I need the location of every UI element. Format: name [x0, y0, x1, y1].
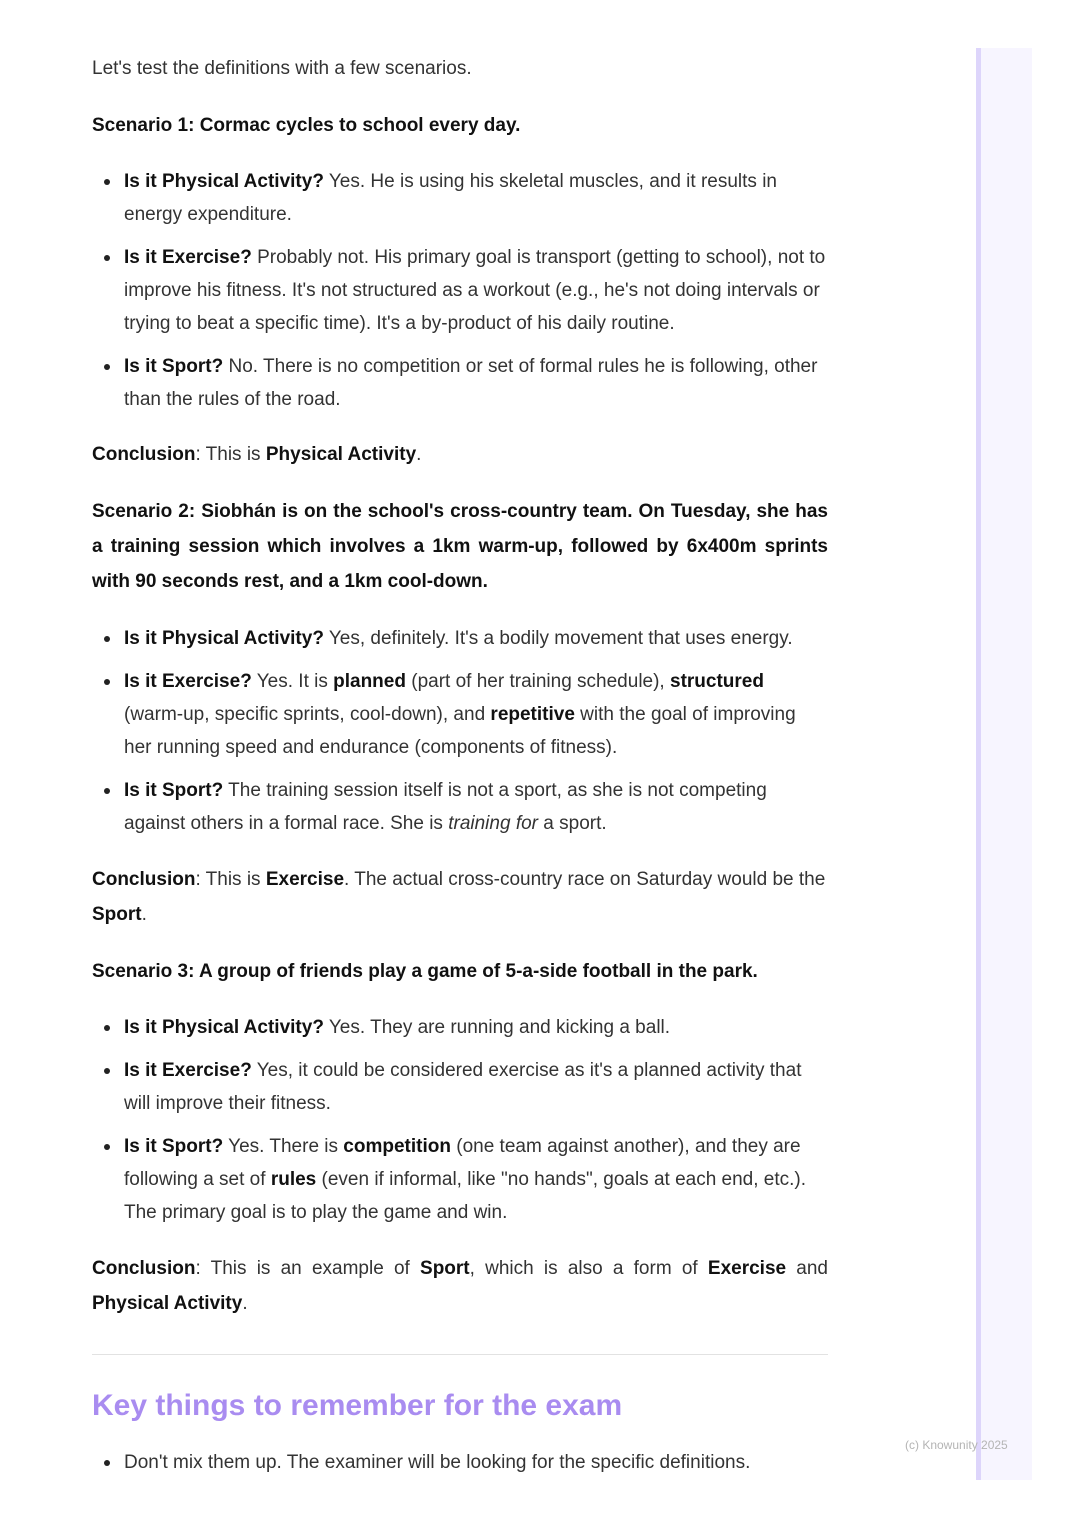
- list-item: Is it Sport? The training session itself is not a sport, as she is not competing against others in a formal race. She is training for a sport.: [92, 774, 828, 840]
- scenario-3-conclusion: Conclusion: This is an example of Sport, which is also a form of Exercise and Physical Activity.: [92, 1258, 828, 1314]
- side-panel: [976, 48, 1032, 1480]
- list-item: Is it Exercise? Probably not. His primary goal is transport (getting to school), not to improve his fitness. It's not structured as a workout (e.g., he's not doing intervals or trying to beat a specific time). It's a by-product of his daily routine.: [92, 241, 828, 340]
- key-things-heading: Key things to remember for the exam: [92, 1389, 623, 1422]
- scenario-2-heading: Scenario 2: Siobhán is on the school's cross-country team. On Tuesday, she has a training session which involves a 1km warm-up, followed by 6x400m sprints with 90 seconds rest, and a 1km cool-down.: [92, 501, 828, 592]
- copyright-watermark: (c) Knowunity 2025: [905, 1438, 1008, 1452]
- scenario-1-heading: Scenario 1: Cormac cycles to school every day.: [92, 115, 521, 136]
- key-things-list: [92, 1446, 828, 1479]
- section-divider: [92, 1354, 828, 1355]
- list-item: Don't mix them up. The examiner will be looking for the specific definitions.: [92, 1446, 828, 1479]
- scenario-2-conclusion: Conclusion: This is Exercise. The actual cross-country race on Saturday would be the Sport.: [92, 869, 826, 925]
- scenario-2-list: [92, 622, 828, 840]
- list-item: Is it Physical Activity? Yes, definitely. It's a bodily movement that uses energy.: [92, 622, 828, 655]
- intro-text: Let's test the definitions with a few scenarios.: [92, 58, 472, 79]
- scenario-3-list: [92, 1011, 828, 1229]
- scenario-3-heading: Scenario 3: A group of friends play a game of 5-a-side football in the park.: [92, 961, 758, 982]
- list-item: Is it Sport? Yes. There is competition (one team against another), and they are following a set of rules (even if informal, like "no hands", goals at each end, etc.). The primary goal is to play the game and win.: [92, 1130, 828, 1229]
- list-item: Is it Sport? No. There is no competition or set of formal rules he is following, other than the rules of the road.: [92, 350, 828, 416]
- list-item: Is it Physical Activity? Yes. They are running and kicking a ball.: [92, 1011, 828, 1044]
- scenario-1-list: [92, 165, 828, 416]
- list-item: Is it Exercise? Yes, it could be considered exercise as it's a planned activity that will improve their fitness.: [92, 1054, 828, 1120]
- scenario-1-conclusion: Conclusion: This is Physical Activity.: [92, 444, 422, 465]
- list-item: Is it Physical Activity? Yes. He is using his skeletal muscles, and it results in energy expenditure.: [92, 165, 828, 231]
- side-accent-bar: [976, 48, 981, 1480]
- list-item: Is it Exercise? Yes. It is planned (part of her training schedule), structured (warm-up, specific sprints, cool-down), and repetitive with the goal of improving her running speed and endurance (components of fitness).: [92, 665, 828, 764]
